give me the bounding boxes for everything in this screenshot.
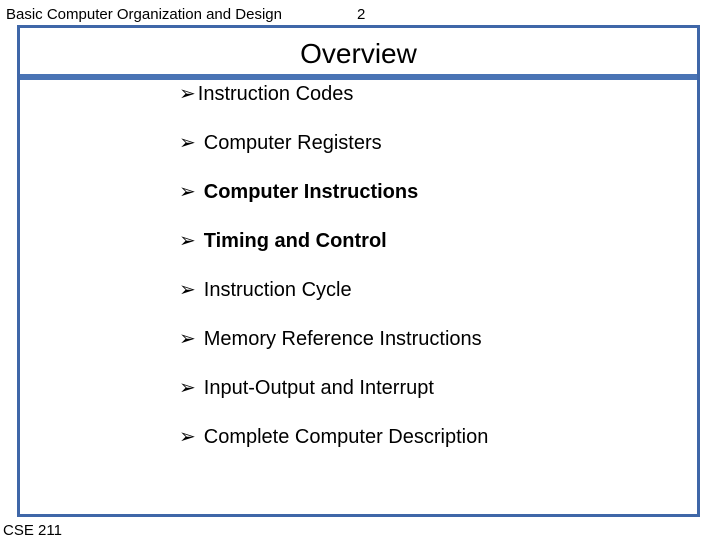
list-item-label: Memory Reference Instructions — [203, 328, 482, 350]
list-item-memory-reference-instructions — [179, 327, 488, 376]
arrow-bullet-icon: ➢ — [179, 132, 196, 154]
course-code: CSE 211 — [3, 522, 62, 539]
page-number: 2 — [357, 6, 366, 23]
list-item-input-output-and-interrupt — [179, 376, 488, 425]
list-item-label: Instruction Codes — [197, 83, 354, 105]
list-item-label: Input-Output and Interrupt — [203, 377, 434, 399]
list-item-computer-registers — [179, 131, 488, 180]
arrow-bullet-icon: ➢ — [179, 377, 196, 399]
list-item-label: Computer Registers — [203, 132, 382, 154]
list-item-timing-and-control — [179, 229, 488, 278]
arrow-bullet-icon: ➢ — [179, 230, 196, 252]
arrow-bullet-icon: ➢ — [179, 426, 196, 448]
list-item-instruction-codes — [179, 82, 488, 131]
course-title: Basic Computer Organization and Design — [6, 6, 282, 23]
arrow-bullet-icon: ➢ — [179, 83, 196, 105]
list-item-label: Instruction Cycle — [203, 279, 352, 301]
list-item-instruction-cycle — [179, 278, 488, 327]
arrow-bullet-icon: ➢ — [179, 279, 196, 301]
overview-list — [179, 82, 488, 474]
list-item-label: Complete Computer Description — [203, 426, 489, 448]
list-item-label: Computer Instructions — [203, 181, 419, 203]
list-item-complete-computer-description — [179, 425, 488, 474]
arrow-bullet-icon: ➢ — [179, 328, 196, 350]
title-divider — [20, 74, 697, 80]
slide-title: Overview — [300, 38, 417, 69]
list-item-label: Timing and Control — [203, 230, 387, 252]
arrow-bullet-icon: ➢ — [179, 181, 196, 203]
list-item-computer-instructions — [179, 180, 488, 229]
title-band — [20, 28, 697, 80]
